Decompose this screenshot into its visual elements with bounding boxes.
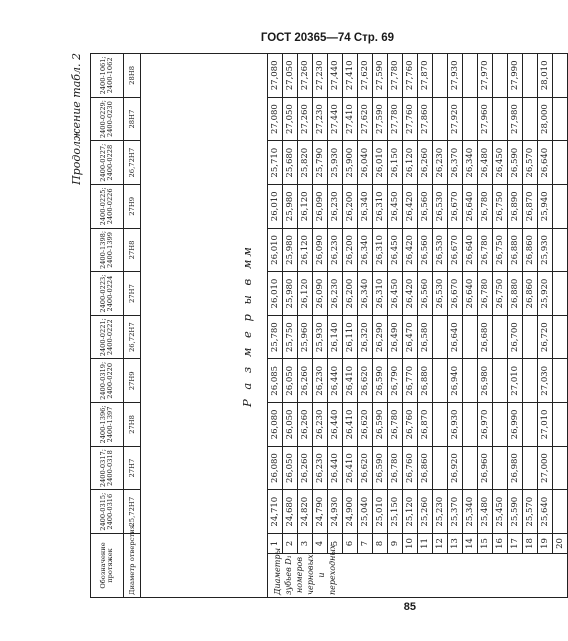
- value-cell: 26,960: [478, 446, 493, 490]
- table-row: [448, 54, 463, 598]
- value-cell: 26,420: [403, 228, 418, 272]
- value-cell: [463, 359, 478, 403]
- value-cell: 26,260: [298, 359, 313, 403]
- value-cell: 25,340: [463, 490, 478, 534]
- value-cell: 26,490: [388, 315, 403, 359]
- value-cell: 26,050: [283, 446, 298, 490]
- value-cell: [553, 359, 568, 403]
- row-number: 9: [388, 534, 403, 554]
- table-row: [328, 54, 343, 598]
- value-cell: 26,920: [448, 446, 463, 490]
- value-cell: 26,410: [343, 403, 358, 447]
- table-title: Р а з м е р ы в мм: [240, 244, 254, 407]
- row-group-label: Диаметры зубьев D₁ номеров черновых и переходных: [273, 544, 337, 595]
- value-cell: [523, 446, 538, 490]
- value-cell: [553, 141, 568, 185]
- row-number: 13: [448, 534, 463, 554]
- value-cell: 26,620: [358, 403, 373, 447]
- row-number: 18: [523, 534, 538, 554]
- value-cell: 26,640: [463, 185, 478, 229]
- value-cell: 25,780: [268, 315, 283, 359]
- value-cell: 27,590: [373, 54, 388, 98]
- value-cell: 26,860: [418, 446, 433, 490]
- tolerance-cell: 27H7: [124, 446, 141, 490]
- value-cell: 26,010: [373, 141, 388, 185]
- designation-cell: 2400-0221; 2400-0222: [91, 315, 124, 359]
- value-cell: 25,710: [268, 141, 283, 185]
- value-cell: 27,980: [508, 97, 523, 141]
- value-cell: 26,340: [463, 141, 478, 185]
- value-cell: 26,040: [358, 141, 373, 185]
- value-cell: 26,940: [448, 359, 463, 403]
- value-cell: 26,780: [478, 228, 493, 272]
- value-cell: 24,820: [298, 490, 313, 534]
- hole-diameter-header: Диаметр отверстия: [124, 534, 141, 598]
- value-cell: 27,860: [418, 97, 433, 141]
- value-cell: 26,340: [358, 228, 373, 272]
- dimensions-table: [90, 53, 568, 598]
- value-cell: 25,980: [283, 272, 298, 316]
- value-cell: 24,930: [328, 490, 343, 534]
- value-cell: [523, 315, 538, 359]
- table-row: [298, 54, 313, 598]
- value-cell: 24,900: [343, 490, 358, 534]
- value-cell: 26,750: [493, 272, 508, 316]
- value-cell: 26,760: [403, 446, 418, 490]
- value-cell: 25,680: [283, 141, 298, 185]
- value-cell: 26,230: [433, 141, 448, 185]
- value-cell: 25,370: [448, 490, 463, 534]
- value-cell: 27,410: [343, 97, 358, 141]
- value-cell: 26,150: [388, 141, 403, 185]
- value-cell: 26,310: [373, 272, 388, 316]
- value-cell: 27,000: [538, 446, 553, 490]
- value-cell: 26,780: [478, 185, 493, 229]
- page-number: 85: [403, 601, 416, 613]
- row-number: 1: [268, 534, 283, 554]
- tolerance-cell: 25,72H7: [124, 490, 141, 534]
- designation-cell: 2400-0229; 2400-0230: [91, 97, 124, 141]
- value-cell: [463, 97, 478, 141]
- value-cell: 26,750: [493, 228, 508, 272]
- table-row: [553, 54, 568, 598]
- value-cell: [553, 403, 568, 447]
- value-cell: 27,010: [538, 403, 553, 447]
- value-cell: 25,980: [283, 185, 298, 229]
- value-cell: 26,340: [358, 272, 373, 316]
- value-cell: [523, 359, 538, 403]
- value-cell: 27,780: [388, 54, 403, 98]
- table-row: [478, 54, 493, 598]
- value-cell: 26,420: [403, 272, 418, 316]
- value-cell: 26,230: [313, 403, 328, 447]
- value-cell: 26,050: [283, 403, 298, 447]
- hole-diameter-row: [124, 54, 141, 598]
- designation-row: [91, 54, 124, 598]
- value-cell: 26,870: [523, 185, 538, 229]
- row-number: 19: [538, 534, 553, 554]
- value-cell: 27,080: [268, 97, 283, 141]
- value-cell: [493, 446, 508, 490]
- value-cell: 26,640: [538, 141, 553, 185]
- value-cell: 26,230: [313, 446, 328, 490]
- value-cell: 28,000: [538, 97, 553, 141]
- value-cell: 26,230: [328, 228, 343, 272]
- value-cell: 26,080: [268, 403, 283, 447]
- tolerance-cell: 26,72H7: [124, 141, 141, 185]
- value-cell: 26,120: [403, 141, 418, 185]
- value-cell: 26,530: [433, 228, 448, 272]
- value-cell: 26,760: [403, 403, 418, 447]
- value-cell: [553, 185, 568, 229]
- value-cell: 25,480: [478, 490, 493, 534]
- value-cell: 26,590: [508, 141, 523, 185]
- row-number: 12: [433, 534, 448, 554]
- value-cell: [433, 97, 448, 141]
- value-cell: 27,620: [358, 97, 373, 141]
- value-cell: 26,790: [388, 359, 403, 403]
- value-cell: 26,570: [523, 141, 538, 185]
- value-cell: 26,620: [358, 446, 373, 490]
- value-cell: 26,310: [373, 185, 388, 229]
- value-cell: 26,310: [373, 228, 388, 272]
- value-cell: 25,960: [298, 315, 313, 359]
- value-cell: 27,230: [313, 54, 328, 98]
- value-cell: [553, 97, 568, 141]
- value-cell: 25,920: [538, 272, 553, 316]
- value-cell: 27,590: [373, 97, 388, 141]
- value-cell: [553, 446, 568, 490]
- value-cell: 27,030: [538, 359, 553, 403]
- row-group-label-cell: [268, 544, 568, 598]
- value-cell: 26,750: [493, 185, 508, 229]
- tolerance-cell: 28H8: [124, 54, 141, 98]
- value-cell: 26,410: [343, 359, 358, 403]
- value-cell: 26,230: [313, 359, 328, 403]
- value-cell: 26,440: [328, 359, 343, 403]
- row-number: 17: [508, 534, 523, 554]
- row-number: 3: [298, 534, 313, 554]
- value-cell: 26,670: [448, 272, 463, 316]
- value-cell: 27,010: [508, 359, 523, 403]
- value-cell: 27,870: [418, 54, 433, 98]
- value-cell: 26,260: [418, 141, 433, 185]
- tolerance-cell: 27H9: [124, 359, 141, 403]
- value-cell: [493, 359, 508, 403]
- value-cell: 26,870: [418, 403, 433, 447]
- value-cell: 24,710: [268, 490, 283, 534]
- value-cell: 25,930: [538, 228, 553, 272]
- value-cell: 25,640: [538, 490, 553, 534]
- value-cell: [463, 54, 478, 98]
- value-cell: 27,990: [508, 54, 523, 98]
- value-cell: [523, 403, 538, 447]
- value-cell: 25,750: [283, 315, 298, 359]
- value-cell: [433, 315, 448, 359]
- value-cell: 25,260: [418, 490, 433, 534]
- table-row: [388, 54, 403, 598]
- value-cell: 26,450: [388, 185, 403, 229]
- value-cell: 26,880: [508, 272, 523, 316]
- tolerance-cell: 27H8: [124, 228, 141, 272]
- value-cell: 26,120: [298, 272, 313, 316]
- value-cell: 25,820: [298, 141, 313, 185]
- value-cell: 26,560: [418, 185, 433, 229]
- value-cell: 27,960: [478, 97, 493, 141]
- value-cell: 27,230: [313, 97, 328, 141]
- value-cell: 26,450: [388, 228, 403, 272]
- value-cell: 25,590: [508, 490, 523, 534]
- value-cell: 27,440: [328, 97, 343, 141]
- value-cell: 26,560: [418, 228, 433, 272]
- value-cell: 25,230: [433, 490, 448, 534]
- row-number: 6: [343, 534, 358, 554]
- value-cell: [553, 315, 568, 359]
- value-cell: 26,880: [418, 359, 433, 403]
- value-cell: [493, 54, 508, 98]
- value-cell: 26,480: [478, 141, 493, 185]
- designation-cell: 2400-0225; 2400-0226: [91, 185, 124, 229]
- value-cell: [463, 446, 478, 490]
- value-cell: [523, 54, 538, 98]
- value-cell: 26,370: [448, 141, 463, 185]
- value-cell: 26,340: [358, 185, 373, 229]
- value-cell: 25,980: [283, 228, 298, 272]
- value-cell: 26,450: [493, 141, 508, 185]
- value-cell: 26,640: [463, 228, 478, 272]
- value-cell: 25,450: [493, 490, 508, 534]
- value-cell: 26,980: [508, 446, 523, 490]
- value-cell: 26,980: [478, 359, 493, 403]
- value-cell: 26,620: [358, 359, 373, 403]
- tolerance-cell: 26,72H7: [124, 315, 141, 359]
- row-number: 16: [493, 534, 508, 554]
- value-cell: 26,890: [508, 185, 523, 229]
- row-number: 8: [373, 534, 388, 554]
- row-number: 15: [478, 534, 493, 554]
- value-cell: 26,860: [523, 228, 538, 272]
- designation-cell: 2400-0317; 2400-0318: [91, 446, 124, 490]
- value-cell: 26,090: [313, 228, 328, 272]
- tolerance-cell: 28H7: [124, 97, 141, 141]
- value-cell: 26,120: [298, 228, 313, 272]
- rotated-table-block: [70, 53, 565, 598]
- value-cell: [433, 54, 448, 98]
- designation-cell: 2400-0315; 2400-0316: [91, 490, 124, 534]
- value-cell: 27,620: [358, 54, 373, 98]
- value-cell: 26,200: [343, 272, 358, 316]
- value-cell: 25,940: [538, 185, 553, 229]
- value-cell: 26,530: [433, 185, 448, 229]
- value-cell: 26,010: [268, 228, 283, 272]
- value-cell: 25,930: [328, 141, 343, 185]
- value-cell: 27,050: [283, 54, 298, 98]
- table-row: [508, 54, 523, 598]
- row-number: 14: [463, 534, 478, 554]
- value-cell: 26,700: [508, 315, 523, 359]
- value-cell: [523, 97, 538, 141]
- value-cell: 26,090: [313, 272, 328, 316]
- running-header: ГОСТ 20365—74 Стр. 69: [260, 32, 394, 44]
- row-number: 2: [283, 534, 298, 554]
- tolerance-cell: 27H9: [124, 185, 141, 229]
- table-row: [538, 54, 553, 598]
- value-cell: 26,090: [313, 185, 328, 229]
- table-row: [418, 54, 433, 598]
- value-cell: [463, 403, 478, 447]
- table-row: [343, 54, 358, 598]
- value-cell: 25,930: [313, 315, 328, 359]
- value-cell: 26,110: [343, 315, 358, 359]
- value-cell: 27,080: [268, 54, 283, 98]
- value-cell: 26,200: [343, 185, 358, 229]
- row-number: 5: [328, 534, 343, 554]
- table-row: [493, 54, 508, 598]
- value-cell: 26,580: [418, 315, 433, 359]
- row-number: 4: [313, 534, 328, 554]
- designation-cell: 2400-1396; 2400-1397: [91, 403, 124, 447]
- value-cell: 27,410: [343, 54, 358, 98]
- value-cell: 26,120: [298, 185, 313, 229]
- value-cell: 27,760: [403, 54, 418, 98]
- value-cell: 27,260: [298, 54, 313, 98]
- value-cell: 26,260: [298, 403, 313, 447]
- value-cell: 26,530: [433, 272, 448, 316]
- value-cell: 26,050: [283, 359, 298, 403]
- value-cell: 26,420: [403, 185, 418, 229]
- table-row: [373, 54, 388, 598]
- designation-cell: 2400-0227; 2400-0228: [91, 141, 124, 185]
- designation-cell: 2400-1398; 2400-1399: [91, 228, 124, 272]
- value-cell: [553, 54, 568, 98]
- value-cell: [493, 97, 508, 141]
- continuation-label: Продолжение табл. 2: [70, 53, 83, 185]
- value-cell: 27,970: [478, 54, 493, 98]
- value-cell: 26,290: [373, 315, 388, 359]
- value-cell: 26,590: [373, 359, 388, 403]
- value-cell: 26,410: [343, 446, 358, 490]
- tolerance-cell: 27H7: [124, 272, 141, 316]
- value-cell: 26,590: [373, 446, 388, 490]
- value-cell: 24,790: [313, 490, 328, 534]
- value-cell: 26,640: [463, 272, 478, 316]
- value-cell: 26,080: [268, 446, 283, 490]
- value-cell: 26,085: [268, 359, 283, 403]
- value-cell: [433, 359, 448, 403]
- value-cell: [433, 403, 448, 447]
- table-row: [313, 54, 328, 598]
- designation-header: Обозначение протяжек: [91, 534, 124, 598]
- table-row: [463, 54, 478, 598]
- value-cell: 28,010: [538, 54, 553, 98]
- value-cell: 27,440: [328, 54, 343, 98]
- designation-cell: 2400-1061; 2400-1062: [91, 54, 124, 98]
- value-cell: 26,010: [268, 272, 283, 316]
- value-cell: [493, 315, 508, 359]
- row-number: 11: [418, 534, 433, 554]
- value-cell: 25,150: [388, 490, 403, 534]
- value-cell: 27,050: [283, 97, 298, 141]
- row-number: 20: [553, 534, 568, 554]
- value-cell: 27,930: [448, 54, 463, 98]
- value-cell: 26,880: [508, 228, 523, 272]
- value-cell: 26,780: [388, 403, 403, 447]
- value-cell: [433, 446, 448, 490]
- table-row: [523, 54, 538, 598]
- value-cell: 26,560: [418, 272, 433, 316]
- value-cell: [553, 228, 568, 272]
- table-row: [268, 54, 283, 598]
- value-cell: 26,260: [298, 446, 313, 490]
- value-cell: 26,780: [478, 272, 493, 316]
- value-cell: 26,770: [403, 359, 418, 403]
- value-cell: 26,720: [538, 315, 553, 359]
- value-cell: 24,680: [283, 490, 298, 534]
- value-cell: 26,990: [508, 403, 523, 447]
- value-cell: 26,230: [328, 272, 343, 316]
- value-cell: [553, 272, 568, 316]
- value-cell: 27,260: [298, 97, 313, 141]
- value-cell: 26,930: [448, 403, 463, 447]
- value-cell: 26,140: [328, 315, 343, 359]
- value-cell: 25,570: [523, 490, 538, 534]
- value-cell: 26,670: [448, 185, 463, 229]
- value-cell: 26,640: [448, 315, 463, 359]
- value-cell: 25,040: [358, 490, 373, 534]
- value-cell: 26,590: [373, 403, 388, 447]
- table-row: [283, 54, 298, 598]
- value-cell: 27,760: [403, 97, 418, 141]
- value-cell: 26,780: [388, 446, 403, 490]
- table-row: [433, 54, 448, 598]
- tolerance-cell: 27H8: [124, 403, 141, 447]
- designation-cell: 2400-0319; 2400-0220: [91, 359, 124, 403]
- value-cell: [553, 490, 568, 534]
- value-cell: 26,010: [268, 185, 283, 229]
- value-cell: 26,970: [478, 403, 493, 447]
- value-cell: 27,780: [388, 97, 403, 141]
- table-row: [403, 54, 418, 598]
- value-cell: 25,120: [403, 490, 418, 534]
- value-cell: 26,450: [388, 272, 403, 316]
- value-cell: [493, 403, 508, 447]
- value-cell: 26,230: [328, 185, 343, 229]
- value-cell: 25,900: [343, 141, 358, 185]
- value-cell: 26,680: [478, 315, 493, 359]
- value-cell: [463, 315, 478, 359]
- table-row: [358, 54, 373, 598]
- value-cell: 26,440: [328, 446, 343, 490]
- value-cell: 25,010: [373, 490, 388, 534]
- value-cell: 26,860: [523, 272, 538, 316]
- value-cell: 26,440: [328, 403, 343, 447]
- row-number: 7: [358, 534, 373, 554]
- row-number: 10: [403, 534, 418, 554]
- value-cell: 26,470: [403, 315, 418, 359]
- value-cell: 27,920: [448, 97, 463, 141]
- value-cell: 25,790: [313, 141, 328, 185]
- value-cell: 26,320: [358, 315, 373, 359]
- designation-cell: 2400-0223; 2400-0224: [91, 272, 124, 316]
- value-cell: 26,670: [448, 228, 463, 272]
- value-cell: 26,200: [343, 228, 358, 272]
